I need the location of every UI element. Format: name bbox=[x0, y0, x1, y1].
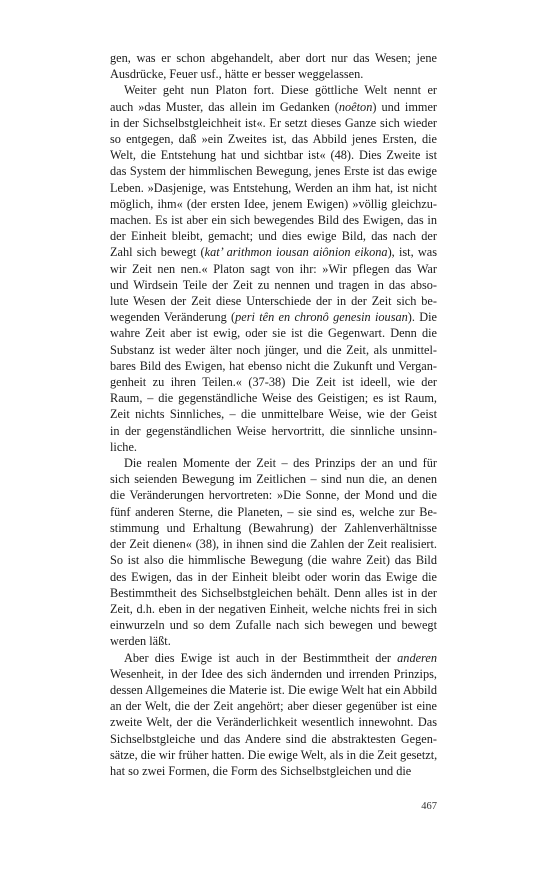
text-line: Die realen Momente der Zeit – des Prinzips der an und für bbox=[124, 456, 437, 471]
text-line: Ausdrücke, Feuer usf., hätte er besser weggelassen. bbox=[110, 67, 364, 82]
text-line: in der Sichselbstgleichheit ist«. Er setzt dieses Ganze sich wieder bbox=[110, 115, 437, 130]
text-line: fünf anderen Sterne, die Planeten, – sie sind es, welche zur Be- bbox=[110, 504, 437, 519]
text-line: dessen Allgemeines die Materie ist. Die ewige Welt hat ein Abbild bbox=[110, 682, 437, 697]
text-line: der Zeit dienen« (38), in ihnen sind die Zahlen der Zeit realisiert. bbox=[110, 537, 437, 552]
text-line: wahre Zeit aber ist ewig, oder sie ist die Gegenwart. Denn die bbox=[110, 326, 437, 341]
text-line: wegenden Veränderung (peri tên en chronô genesin iousan). Die bbox=[110, 310, 437, 325]
text-line: an der Welt, die der Zeit angehört; aber dieser gegenüber ist eine bbox=[110, 699, 437, 714]
text-line: wir Zeit nen nen.« Platon sagt von ihr: »Wir pflegen das War bbox=[110, 261, 437, 276]
text-line: liche. bbox=[110, 439, 137, 454]
text-line: machen. Es ist aber ein sich bewegendes Bild des Ewigen, das in bbox=[110, 213, 437, 228]
text-line: Raum, – die gegenständliche Weise des Geistigen; es ist Raum, bbox=[110, 391, 437, 406]
text-line: der Einheit bleibt, gemacht; und dies ewige Bild, das nach der bbox=[110, 229, 437, 244]
page-number: 467 bbox=[421, 801, 437, 812]
text-line: genheit zu ihren Teilen.« (37-38) Die Zeit ist ideell, wie der bbox=[110, 375, 437, 390]
text-line: Bestimmtheit des Sichselbstgleichen behält. Denn alles ist in der bbox=[110, 585, 437, 600]
text-line: in der gegenständlichen Weise hervortritt, die sinnliche unsinn- bbox=[110, 423, 437, 438]
text-line: gen, was er schon abgehandelt, aber dort nur das Wesen; jene bbox=[110, 51, 437, 65]
text-line: So ist also die himmlische Bewegung (die wahre Zeit) das Bild bbox=[110, 553, 437, 568]
text-line: lute Wesen der Zeit diese Unterschiede der in der Zeit sich be- bbox=[110, 294, 437, 309]
text-line: Zeit nichts Sinnliches, – die unmittelbare Weise, wie der Geist bbox=[110, 407, 437, 422]
text-line: Sichselbstgleiche und das Andere sind die abstraktesten Gegen- bbox=[110, 731, 437, 746]
text-line: das System der himmlischen Bewegung, jenes Erste ist das ewige bbox=[110, 164, 437, 179]
text-line: hat so zwei Formen, die Form des Sichselbstgleichen und die bbox=[110, 763, 412, 778]
text-line: so entgegen, daß »ein Zweites ist, das Abbild jenes Ersten, die bbox=[110, 132, 437, 147]
text-line: sätze, die wir früher hatten. Die ewige Welt, als in die Zeit gesetzt, bbox=[110, 747, 438, 762]
text-line: Aber dies Ewige ist auch in der Bestimmtheit der anderen bbox=[124, 650, 437, 665]
text-line: des Ewigen, das in der Einheit bleibt oder worin das Ewige die bbox=[110, 569, 437, 584]
text-line: Leben. »Dasjenige, was Entstehung, Werden an ihm hat, ist nicht bbox=[110, 180, 437, 195]
text-line: auch »das Muster, das allein im Gedanken (noêton) und immer bbox=[110, 99, 437, 114]
text-line: Wesenheit, in der Idee des sich ändernden und irrenden Prinzips, bbox=[110, 666, 437, 681]
text-line: zweite Welt, der die Veränderlichkeit wesentlich innewohnt. Das bbox=[110, 715, 437, 730]
text-line: stimmung und Erhaltung (Bewahrung) der Zahlenverhältnisse bbox=[110, 520, 437, 535]
text-line: sich seienden Bewegung im Zeitlichen – sind nun die, an denen bbox=[110, 472, 437, 487]
text-line: einwurzeln und so dem Zufalle nach sich bewegen und bewegt bbox=[110, 618, 437, 633]
text-line: Welt, die Entstehung hat und sichtbar ist« (48). Dies Zweite ist bbox=[110, 148, 437, 163]
text-line: die Veränderungen hervortreten: »Die Sonne, der Mond und die bbox=[110, 488, 437, 503]
text-line: möglich, ihm« (der ersten Idee, jenem Ewigen) »völlig gleichzu- bbox=[110, 196, 437, 211]
text-line: Zahl sich bewegt (kat’ arithmon iousan aiônion eikona), ist, was bbox=[110, 245, 438, 260]
text-line: Weiter geht nun Platon fort. Diese göttliche Welt nennt er bbox=[124, 83, 437, 98]
text-line: und Wirdsein Teile der Zeit zu nennen und tragen in das abso- bbox=[110, 277, 437, 292]
body-text bbox=[110, 50, 437, 779]
text-line: Substanz ist weder älter noch jünger, und die Zeit, als unmittel- bbox=[110, 342, 437, 357]
text-line: werden läßt. bbox=[110, 634, 171, 649]
text-line: bares Bild des Ewigen, hat ebenso nicht die Zukunft und Vergan- bbox=[110, 358, 437, 373]
text-line: Zeit, d.h. eben in der negativen Einheit, welche nichts frei in sich bbox=[110, 601, 437, 616]
